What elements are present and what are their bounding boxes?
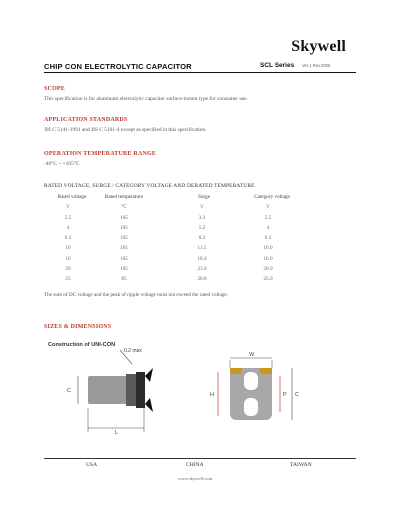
table-cell: 4 — [66, 224, 70, 231]
rated-voltage-title: RATED VOLTAGE, SURGE / CATEGORY VOLTAGE AND DERATED TEMPERATURE — [44, 183, 255, 189]
scope-text: This specification is for aluminum electrolytic capacitor surface-mount type for consumer use. — [44, 96, 248, 102]
dimension-l-label: L — [115, 430, 119, 436]
table-cell: °C — [121, 204, 127, 211]
footer-china: CHINA — [186, 462, 204, 468]
table-cell: 8.2 — [198, 235, 206, 242]
front-slot-bottom — [244, 398, 258, 416]
construction-label: Construction of UNI-CON — [48, 342, 116, 348]
standards-heading: APPLICATION STANDARDS — [44, 117, 128, 123]
table-header-cell: Rated temperature — [104, 194, 144, 200]
table-cell: 23.0 — [197, 266, 207, 273]
table-header-cell: Rated voltage — [57, 194, 87, 200]
table-row — [44, 256, 324, 266]
sizes-heading: SIZES & DIMENSIONS — [44, 324, 112, 330]
table-row — [44, 276, 324, 286]
capacitor-body — [88, 376, 128, 404]
footer-taiwan: TAIWAN — [290, 462, 312, 468]
title-bar — [44, 62, 356, 73]
table-cell: 16.0 — [263, 255, 273, 262]
table-cell: 105 — [120, 235, 128, 242]
table-cell: 20.0 — [263, 266, 273, 273]
table-cell: V — [66, 204, 70, 211]
temperature-text: -40°C ~ +105°C — [44, 161, 80, 167]
dimension-c2-label: C — [295, 392, 299, 398]
lead-terminal-top — [145, 368, 153, 382]
table-cell: 25 — [65, 276, 71, 283]
table-cell: 5.2 — [198, 224, 206, 231]
footer-url: www.skywell.com — [178, 476, 213, 481]
table-cell: 18.4 — [197, 255, 207, 262]
revision-label: Ver.1 Rev.2008 — [302, 63, 331, 68]
table-row — [44, 225, 324, 235]
document-title: CHIP CON ELECTROLYTIC CAPACITOR — [44, 62, 192, 71]
table-header-cell: Category voltage — [254, 194, 290, 200]
dimension-h-label: H — [210, 392, 214, 398]
dimension-c-label: C — [67, 388, 71, 394]
terminal-marker-top-right — [260, 368, 272, 374]
table-cell: 28.8 — [197, 276, 207, 283]
table-cell: 10.0 — [263, 245, 273, 252]
table-cell: 105 — [120, 255, 128, 262]
footer-divider — [44, 458, 356, 459]
table-cell: V — [200, 204, 204, 211]
table-cell: 10 — [65, 245, 71, 252]
table-cell: 20 — [65, 266, 71, 273]
front-slot-top — [244, 372, 258, 390]
table-cell: 16 — [65, 255, 71, 262]
footer-usa: USA — [86, 462, 98, 468]
table-row — [44, 204, 324, 214]
table-cell: 6.3 — [264, 235, 272, 242]
front-view-diagram — [200, 346, 310, 436]
table-cell: 85 — [121, 276, 127, 283]
table-header-row — [44, 194, 324, 204]
table-cell: 6.3 — [64, 235, 72, 242]
table-row — [44, 266, 324, 276]
table-cell: 105 — [120, 224, 128, 231]
standards-text: JIS C 5141-1991 and JIS C 5101-4 except as specified in this specification. — [44, 127, 207, 133]
table-cell: 2.5 — [264, 214, 272, 221]
rated-voltage-table — [44, 194, 324, 287]
table-cell: 105 — [120, 245, 128, 252]
scope-heading: SCOPE — [44, 86, 66, 92]
series-label: SCL Series — [260, 62, 295, 69]
table-row — [44, 215, 324, 225]
table-cell: 25.0 — [263, 276, 273, 283]
table-cell: 11.5 — [197, 245, 207, 252]
seat-plate — [136, 372, 145, 408]
table-row — [44, 245, 324, 255]
table-cell: 2.5 — [64, 214, 72, 221]
ripple-note: The sum of DC voltage and the peak of ripple voltage must not exceed the rated voltage. — [44, 292, 228, 298]
lead-terminal-bottom — [145, 398, 153, 412]
dimension-p-label: P — [283, 392, 287, 398]
table-header-cell: Surge — [197, 194, 210, 200]
table-cell: 105 — [120, 266, 128, 273]
temperature-heading: OPERATION TEMPERATURE RANGE — [44, 151, 157, 157]
sealing-rubber — [126, 374, 136, 406]
table-body — [44, 204, 324, 286]
table-cell: 105 — [120, 214, 128, 221]
table-cell: 3.3 — [198, 214, 206, 221]
gap-label: 0.2 max — [124, 348, 142, 354]
table-cell: 4 — [266, 224, 270, 231]
terminal-marker-top — [230, 368, 242, 374]
table-cell: V — [266, 204, 270, 211]
brand-logo: Skywell — [291, 38, 346, 55]
side-view-diagram — [60, 346, 170, 436]
dimension-w-label: W — [249, 352, 255, 358]
table-row — [44, 235, 324, 245]
